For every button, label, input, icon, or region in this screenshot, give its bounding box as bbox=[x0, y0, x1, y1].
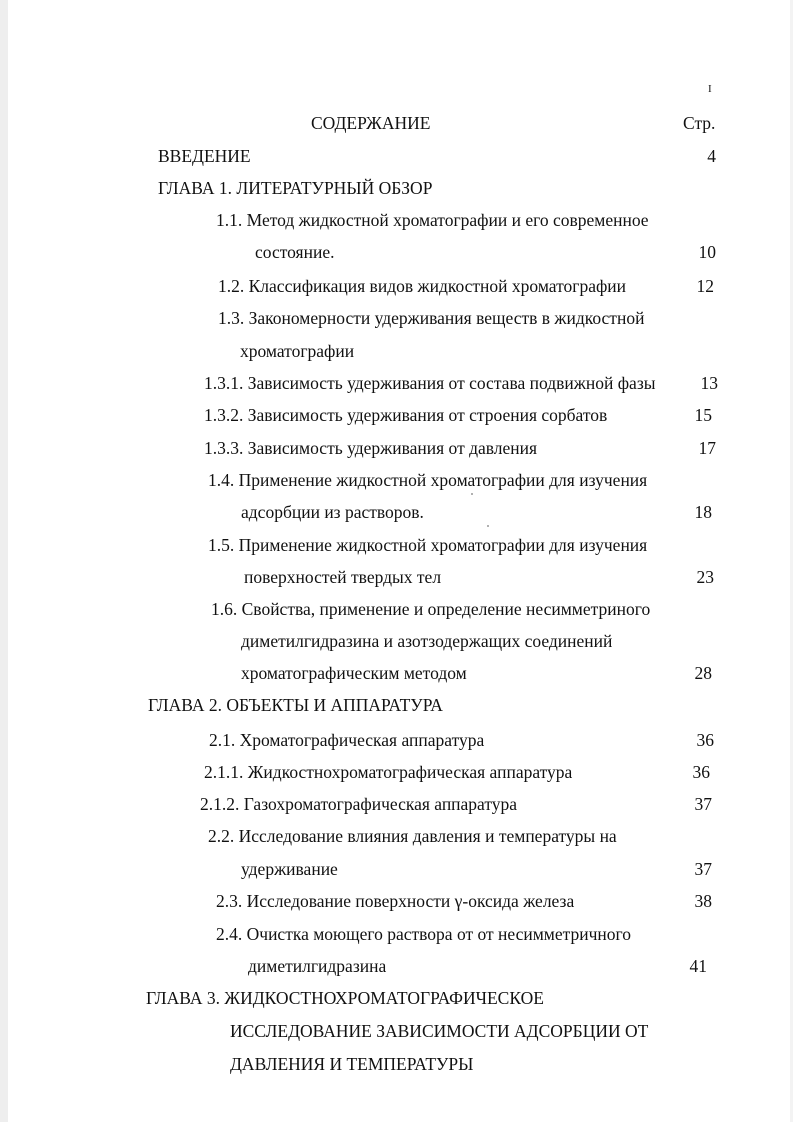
toc-entry-2-4: 2.4. Очистка моющего раствора от от несимметричного bbox=[216, 924, 632, 944]
toc-entry-1-4-cont: адсорбции из растворов. bbox=[241, 502, 424, 522]
toc-page-1-1: 10 bbox=[698, 242, 716, 262]
toc-entry-1-3-2: 1.3.2. Зависимость удерживания от строения сорбатов bbox=[204, 405, 608, 425]
toc-entry-1-3-cont: хроматографии bbox=[240, 341, 355, 361]
toc-entry-1-6-cont: диметилгидразина и азотзодержащих соединений bbox=[241, 631, 613, 651]
toc-chapter-3-cont: ИССЛЕДОВАНИЕ ЗАВИСИМОСТИ АДСОРБЦИИ ОТ bbox=[230, 1021, 649, 1041]
page-column-header: Стр. bbox=[683, 113, 716, 133]
toc-page-2-1: 36 bbox=[696, 730, 714, 750]
toc-entry-1-5: 1.5. Применение жидкостной хроматографии для изучения bbox=[208, 535, 648, 555]
toc-page-1-3-2: 15 bbox=[694, 405, 712, 425]
toc-page-2-1-2: 37 bbox=[694, 794, 712, 814]
toc-page-1-5: 23 bbox=[696, 567, 714, 587]
scan-speck bbox=[471, 493, 473, 495]
toc-chapter-1: ГЛАВА 1. ЛИТЕРАТУРНЫЙ ОБЗОР bbox=[158, 178, 433, 198]
toc-page-2-2: 37 bbox=[694, 859, 712, 879]
toc-entry-1-6-cont2: хроматографическим методом bbox=[241, 663, 467, 683]
toc-entry-1-2: 1.2. Классификация видов жидкостной хроматографии bbox=[218, 276, 627, 296]
toc-entry-2-1-2: 2.1.2. Газохроматографическая аппаратура bbox=[200, 794, 518, 814]
toc-page-1-2: 12 bbox=[696, 276, 714, 296]
page-number: I bbox=[708, 83, 712, 95]
toc-page-2-4: 41 bbox=[689, 956, 707, 976]
scan-edge-left bbox=[0, 0, 8, 1122]
toc-entry-2-1-1: 2.1.1. Жидкостнохроматографическая аппаратура bbox=[204, 762, 573, 782]
toc-page-1-4: 18 bbox=[694, 502, 712, 522]
toc-entry-1-4: 1.4. Применение жидкостной хроматографии для изучения bbox=[208, 470, 648, 490]
toc-entry-1-3-1: 1.3.1. Зависимость удерживания от состава подвижной фазы bbox=[204, 373, 656, 393]
toc-chapter-2: ГЛАВА 2. ОБЪЕКТЫ И АППАРАТУРА bbox=[148, 695, 443, 715]
toc-entry-1-5-cont: поверхностей твердых тел bbox=[244, 567, 442, 587]
toc-entry-2-2: 2.2. Исследование влияния давления и температуры на bbox=[208, 826, 617, 846]
toc-title: СОДЕРЖАНИЕ bbox=[311, 113, 431, 133]
toc-page-2-3: 38 bbox=[694, 891, 712, 911]
toc-page-introduction: 4 bbox=[707, 146, 716, 166]
toc-chapter-3: ГЛАВА 3. ЖИДКОСТНОХРОМАТОГРАФИЧЕСКОЕ bbox=[146, 988, 544, 1008]
toc-entry-1-3-3: 1.3.3. Зависимость удерживания от давления bbox=[204, 438, 538, 458]
toc-entry-1-1: 1.1. Метод жидкостной хроматографии и его современное bbox=[216, 210, 649, 230]
toc-entry-2-1: 2.1. Хроматографическая аппаратура bbox=[209, 730, 485, 750]
toc-page-1-6: 28 bbox=[694, 663, 712, 683]
toc-entry-introduction: ВВЕДЕНИЕ bbox=[158, 146, 251, 166]
toc-page-1-3-1: 13 bbox=[700, 373, 718, 393]
toc-entry-2-3: 2.3. Исследование поверхности γ-оксида железа bbox=[216, 891, 575, 911]
toc-entry-2-4-cont: диметилгидразина bbox=[248, 956, 387, 976]
toc-page-2-1-1: 36 bbox=[692, 762, 710, 782]
toc-entry-1-6: 1.6. Свойства, применение и определение несимметриного bbox=[211, 599, 651, 619]
toc-chapter-3-cont2: ДАВЛЕНИЯ И ТЕМПЕРАТУРЫ bbox=[230, 1054, 474, 1074]
toc-entry-2-2-cont: удерживание bbox=[241, 859, 338, 879]
scan-speck bbox=[487, 525, 489, 527]
toc-entry-1-1-cont: состояние. bbox=[255, 242, 335, 262]
toc-page-1-3-3: 17 bbox=[698, 438, 716, 458]
toc-entry-1-3: 1.3. Закономерности удерживания веществ в жидкостной bbox=[218, 308, 645, 328]
